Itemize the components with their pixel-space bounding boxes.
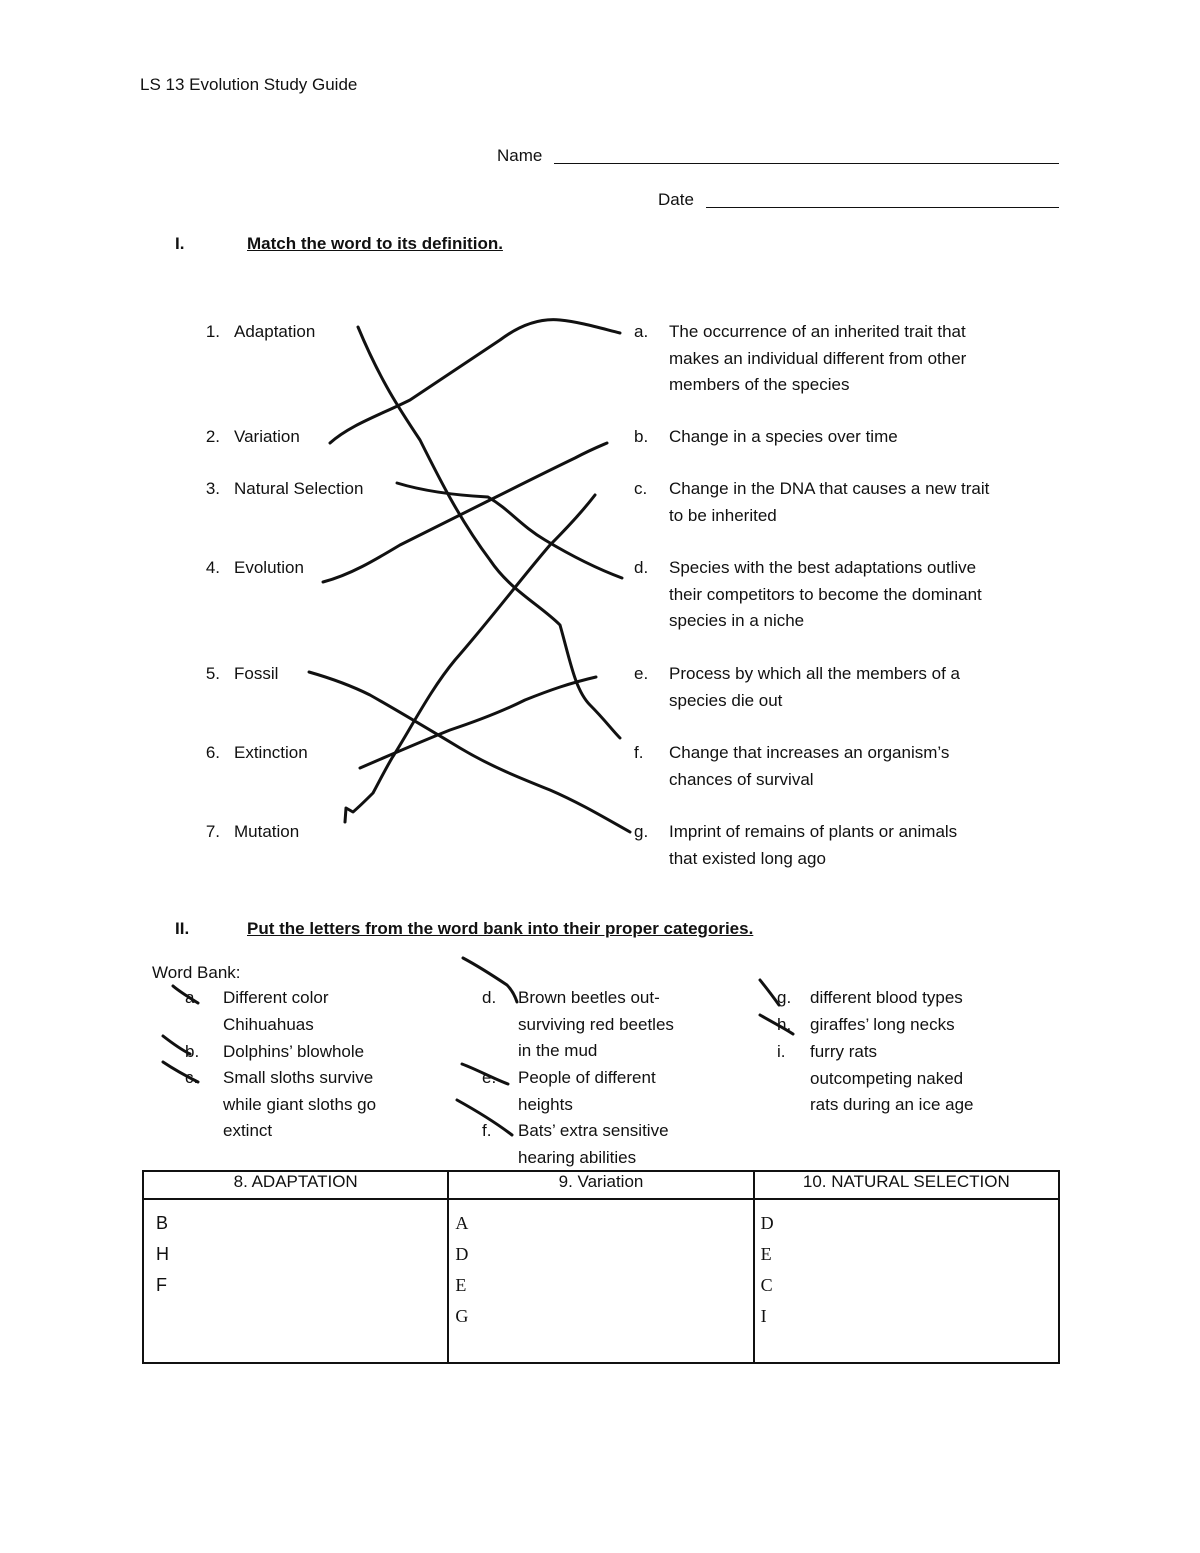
answer-cell-variation[interactable] <box>448 1199 753 1363</box>
word-bank-line: furry rats <box>810 1042 878 1061</box>
answer-letter: I <box>760 1306 767 1326</box>
definition-line: to be inherited <box>669 505 777 525</box>
match-line-evolution-b <box>323 443 607 582</box>
definition-line: that existed long ago <box>669 848 826 868</box>
term-label: Natural Selection <box>234 479 364 498</box>
name-field[interactable] <box>554 163 1059 164</box>
answer-cell-adaptation[interactable] <box>143 1199 448 1363</box>
answer-letter: B <box>156 1213 169 1233</box>
word-bank-line: rats during an ice age <box>810 1095 974 1114</box>
answer-letter: E <box>760 1244 772 1264</box>
header-variation: 9. Variation <box>448 1171 753 1199</box>
categories-table <box>142 1170 1060 1364</box>
match-line-extinction-e <box>360 677 596 768</box>
document-title: LS 13 Evolution Study Guide <box>140 75 358 94</box>
name-label: Name <box>497 146 543 165</box>
match-line-adaptation-f <box>358 327 620 738</box>
word-bank-line: People of different <box>518 1068 656 1087</box>
word-bank-line: Brown beetles out- <box>518 988 660 1007</box>
word-bank-line: Dolphins’ blowhole <box>223 1042 365 1061</box>
match-line-natural-selection-d <box>397 483 622 578</box>
header-adaptation: 8. ADAPTATION <box>143 1171 448 1199</box>
answer-letter: F <box>156 1275 167 1295</box>
answer-letter: G <box>455 1306 469 1326</box>
answer-letter: C <box>760 1275 773 1295</box>
answer-letter: D <box>455 1244 469 1264</box>
word-bank-line: in the mud <box>518 1041 598 1060</box>
definition-line: chances of survival <box>669 769 814 789</box>
word-bank-letter: c. <box>185 1068 199 1087</box>
word-bank-letter: e. <box>482 1068 497 1087</box>
word-bank-letter: a. <box>185 988 200 1007</box>
definition-letter: f. <box>634 743 644 762</box>
definition-letter: e. <box>634 664 649 683</box>
answer-letter: E <box>455 1275 467 1295</box>
word-bank-letter: f. <box>482 1121 492 1140</box>
definition-line: Species with the best adaptations outlive <box>669 558 977 577</box>
term-label: Extinction <box>234 743 308 762</box>
definition-line: makes an individual different from other <box>669 348 967 368</box>
word-bank-line: giraffes’ long necks <box>810 1015 955 1034</box>
section1-numeral: I. <box>175 234 185 253</box>
definition-line: Imprint of remains of plants or animals <box>669 822 958 841</box>
date-field[interactable] <box>706 207 1059 208</box>
definition-line: their competitors to become the dominant <box>669 584 982 604</box>
definition-letter: b. <box>634 427 649 446</box>
answer-letter: H <box>156 1244 169 1264</box>
term-number: 6. <box>205 743 220 762</box>
definition-line: Change in the DNA that causes a new trait <box>669 479 990 498</box>
section1-heading: Match the word to its definition. <box>247 234 503 253</box>
date-label: Date <box>658 190 694 209</box>
definition-line: members of the species <box>669 375 850 394</box>
definition-line: Process by which all the members of a <box>669 664 961 683</box>
definition-line: species in a niche <box>669 611 805 630</box>
definition-letter: c. <box>634 479 648 498</box>
word-bank-line: hearing abilities <box>518 1147 637 1167</box>
term-number: 4. <box>205 558 220 577</box>
definition-letter: a. <box>634 322 649 341</box>
section2-numeral: II. <box>175 919 190 938</box>
match-line-fossil-g <box>309 672 630 832</box>
term-label: Variation <box>234 427 300 446</box>
word-bank-letter: b. <box>185 1042 200 1061</box>
word-bank-letter: h. <box>777 1015 792 1034</box>
word-bank-line: Different color <box>223 988 329 1007</box>
term-number: 1. <box>205 322 220 341</box>
word-bank-letter: g. <box>777 988 792 1007</box>
answer-letter: D <box>760 1213 774 1233</box>
word-bank-line: extinct <box>223 1121 273 1140</box>
answer-cell-natural-selection[interactable] <box>754 1199 1059 1363</box>
definition-letter: d. <box>634 558 649 577</box>
definition-line: The occurrence of an inherited trait that <box>669 322 966 341</box>
word-bank-line: surviving red beetles <box>518 1014 674 1034</box>
term-label: Fossil <box>234 664 279 683</box>
word-bank-line: Small sloths survive <box>223 1068 374 1087</box>
word-bank-label: Word Bank: <box>152 963 241 982</box>
word-bank-line: Bats’ extra sensitive <box>518 1121 669 1140</box>
term-label: Mutation <box>234 822 300 841</box>
definition-line: Change that increases an organism’s <box>669 743 950 762</box>
term-number: 2. <box>205 427 220 446</box>
word-bank-line: different blood types <box>810 988 963 1007</box>
term-label: Evolution <box>234 558 304 577</box>
answer-letter: A <box>455 1213 469 1233</box>
word-bank-line: Chihuahuas <box>223 1014 314 1034</box>
definition-letter: g. <box>634 822 649 841</box>
word-bank-line: outcompeting naked <box>810 1068 964 1088</box>
match-line-mutation-c <box>345 495 595 822</box>
header-natural-selection: 10. NATURAL SELECTION <box>754 1171 1059 1199</box>
term-number: 7. <box>205 822 220 841</box>
word-bank-line: while giant sloths go <box>223 1094 377 1114</box>
word-bank-letter: i. <box>777 1042 786 1061</box>
match-line-variation-a <box>330 320 620 443</box>
word-bank-line: heights <box>518 1094 573 1114</box>
definition-line: species die out <box>669 690 783 710</box>
term-number: 5. <box>205 664 220 683</box>
definition-line: Change in a species over time <box>669 427 898 446</box>
term-label: Adaptation <box>234 322 316 341</box>
term-number: 3. <box>205 479 220 498</box>
section2-heading: Put the letters from the word bank into their proper categories. <box>247 919 754 938</box>
word-bank-letter: d. <box>482 988 497 1007</box>
